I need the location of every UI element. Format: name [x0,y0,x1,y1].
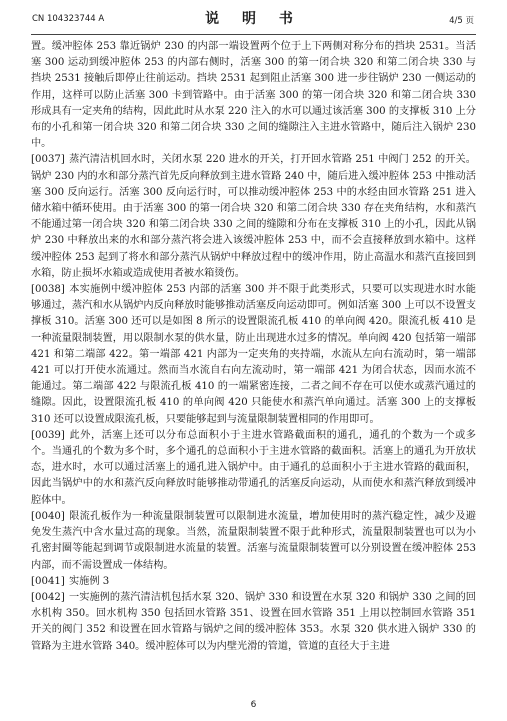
document-body [31,39,476,655]
paragraph-text: 蒸汽清洁机回水时，关闭水泵 220 进水的开关，打开回水管路 251 中阀门 252 的开关。锅炉 230 内的水和部分蒸汽首先反向释放到主进水管路 240 中，随后进入缓冲腔体 253 中推动活塞 300 反向运行。活塞 300 反向运行时，可以推动缓冲腔体 253 中的水经由回水管路 251 进入储水箱中循环使用。由于活塞 300 的第一闭合块 320 和第二闭合块 330 存在夹角结构，水和蒸汽不能通过第一闭合块 320 和第二闭合块 330 之间的缝隙和分布在支撑板 310 上的小孔，因此从锅炉 230 中释放出来的水和部分蒸汽将会进入该缓冲腔体 253 中，而不会直接释放到水箱中。这样缓冲腔体 253 起到了将水和部分蒸汽从锅炉中释放过程中的缓冲作用，防止高温水和蒸汽直接回到水箱，防止损坏水箱或造成使用者被水箱烫伤。 [31,154,476,279]
paragraph-text: 限流孔板作为一种流量限制装置可以限制进水流量，增加使用时的蒸汽稳定性，减少及避免发生蒸汽中含水量过高的现象。当然，流量限制装置不限于此种形式，流量限制装置也可以为小孔密封圈等能起到调节或限制进水流量的装置。活塞与流量限制装置可以分别设置在缓冲腔体 253 内部，而不需设置成一体结构。 [31,510,476,571]
paragraph [31,590,476,655]
page-header [0,4,507,32]
paragraph-number: [0042] [31,591,65,603]
section-heading [31,574,476,590]
paragraph-text: 实施例 3 [69,575,110,587]
paragraph-text: 一实施例的蒸汽清洁机包括水泵 320、锅炉 330 和设置在水泵 320 和锅炉 330 之间的回水机构 350。回水机构 350 包括回水管路 351、设置在回水管路 351 上用以控制回水管路 351 开关的阀门 352 和设置在回水管路与锅炉之间的缓冲腔体 353。水泵 320 供水进入锅炉 330 的管路为主进水管路 340。缓冲腔体可以为内壁光滑的管道，管道的直径大于主进 [31,591,476,652]
page-footer-number: 6 [250,700,257,710]
document-title: 说 明 书 [205,11,302,27]
paragraph-number: [0038] [31,284,65,296]
paragraph-text: 此外，活塞上还可以分布总面积小于主进水管路截面积的通孔，通孔的个数为一个或多个。当通孔的个数为多个时，多个通孔的总面积小于主进水管路的截面积。活塞上的通孔为开放状态，进水时，水可以通过活塞上的通孔进入锅炉中。由于通孔的总面积小于主进水管路的截面积，因此当锅炉中的水和蒸汽反向释放时能够推动带通孔的活塞反向运动，从而使水和蒸汽释放到缓冲腔体中。 [31,429,476,506]
paragraph-number: [0039] [31,429,65,441]
paragraph-number: [0037] [31,154,65,166]
paragraph [31,282,476,428]
paragraph [31,509,476,574]
paragraph-text: 本实施例中缓冲腔体 253 内部的活塞 300 并不限于此类形式，只要可以实现进水时水能够通过，蒸汽和水从锅炉内反向释放时能够推动活塞反向运动即可。例如活塞 300 上可以不设置支撑板 310。活塞 300 还可以是如图 8 所示的设置限流孔板 410 的单向阀 420。限流孔板 410 是一种流量限制装置，用以限制水泵的供水量，防止出现进水过多的情况。单向阀 420 包括第一端部 421 和第二端部 422。第一端部 421 内部为一定夹角的夹持端，水流从左向右流动时，第一端部 421 可以打开使水流通过。然而当水流自右向左流动时，第一端部 421 为闭合状态，因而水流不能通过。第二端部 422 与限流孔板 410 的一端紧密连接，二者之间不存在可以使水或蒸汽通过的缝隙。因此，设置限流孔板 410 的单向阀 420 只能使水和蒸汽单向通过。活塞 300 上的支撑板 310 还可以设置成限流孔板，只要能够起到与流量限制装置相同的作用即可。 [31,284,476,425]
page-indicator: 4/5 页 [449,16,474,26]
paragraph-number: [0041] [31,575,65,587]
paragraph-number: [0040] [31,510,65,522]
paragraph [31,428,476,509]
publication-number: CN 104323744 A [32,14,105,24]
paragraph [31,39,476,152]
paragraph [31,152,476,282]
paragraph-text: 置。缓冲腔体 253 靠近锅炉 230 的内部一端设置两个位于上下两侧对称分布的挡块 2531。当活塞 300 运动到缓冲腔体 253 的内部右侧时，活塞 300 的第一闭合块 320 和第二闭合块 330 与挡块 2531 接触后即停止往前运动。挡块 2531 起到阻止活塞 300 进一步往锅炉 230 一侧运动的作用，这样可以防止活塞 300 卡到管路中。由于活塞 300 的第一闭合块 320 和第二闭合块 330 形成具有一定夹角的结构，因此此时从水泵 220 注入的水可以通过该活塞 300 的支撑板 310 上分布的小孔和第一闭合块 320 和第二闭合块 330 之间的缝隙注入主进水管路中，随后注入锅炉 230 中。 [31,41,476,150]
header-rule [31,34,476,35]
